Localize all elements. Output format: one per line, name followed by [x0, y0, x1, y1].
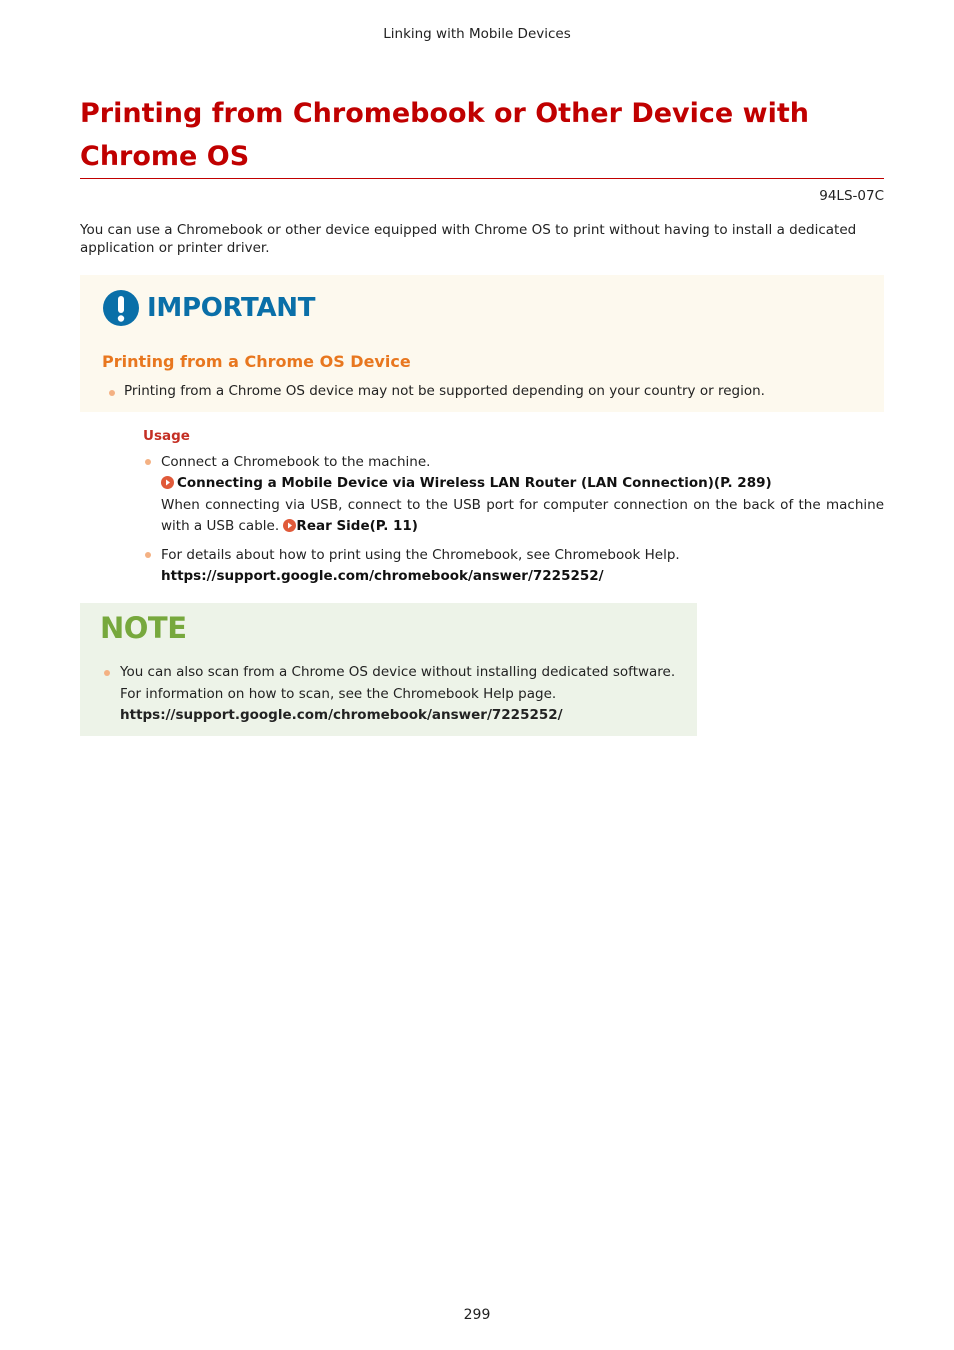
- title-divider: [80, 178, 884, 179]
- important-label: IMPORTANT: [147, 293, 316, 323]
- note-line-1: You can also scan from a Chrome OS device without installing dedicated software.: [120, 664, 676, 680]
- page-number: 299: [463, 1307, 491, 1323]
- bullet-icon: [145, 552, 151, 558]
- usage-item-2-text: For details about how to print using the Chromebook, see Chromebook Help.: [161, 547, 680, 563]
- note-help-url[interactable]: https://support.google.com/chromebook/answer/7225252/: [120, 707, 563, 723]
- bullet-icon: [104, 670, 110, 676]
- important-item: Printing from a Chrome OS device may not be supported depending on your country or region.: [124, 383, 765, 399]
- usage-usb-line-1: When connecting via USB, connect to the USB port for computer connection on the back of the machine: [161, 497, 884, 513]
- usage-help-url[interactable]: https://support.google.com/chromebook/answer/7225252/: [161, 568, 604, 584]
- running-header: Linking with Mobile Devices: [383, 26, 571, 42]
- usage-link-rear-side[interactable]: [283, 518, 418, 534]
- link-arrow-icon: [283, 519, 296, 532]
- usage-usb-line-2: [161, 516, 418, 537]
- usage-link-wireless-lan[interactable]: [161, 473, 772, 494]
- link-arrow-icon: [161, 476, 174, 489]
- important-box: [80, 275, 884, 412]
- bullet-icon: [109, 390, 115, 396]
- document-code: 94LS-07C: [819, 188, 884, 204]
- page-title-line-1: Printing from Chromebook or Other Device with: [80, 98, 809, 129]
- exclamation-icon: [102, 289, 140, 327]
- note-label: NOTE: [100, 611, 187, 645]
- link-label[interactable]: Rear Side(P. 11): [296, 518, 418, 534]
- page-title-line-2: Chrome OS: [80, 141, 250, 172]
- important-subtitle: Printing from a Chrome OS Device: [102, 352, 411, 371]
- intro-paragraph: You can use a Chromebook or other device equipped with Chrome OS to print without having to install a dedicated application or printer driver.: [80, 222, 857, 256]
- usb-cable-text: with a USB cable.: [161, 518, 280, 534]
- page-title: [80, 92, 884, 178]
- link-label[interactable]: Connecting a Mobile Device via Wireless LAN Router (LAN Connection)(P. 289): [177, 475, 772, 491]
- bullet-icon: [145, 459, 151, 465]
- note-line-2: For information on how to scan, see the Chromebook Help page.: [120, 686, 557, 702]
- usage-label: Usage: [143, 428, 190, 444]
- note-box: [80, 603, 697, 736]
- usage-item-1-text: Connect a Chromebook to the machine.: [161, 454, 431, 470]
